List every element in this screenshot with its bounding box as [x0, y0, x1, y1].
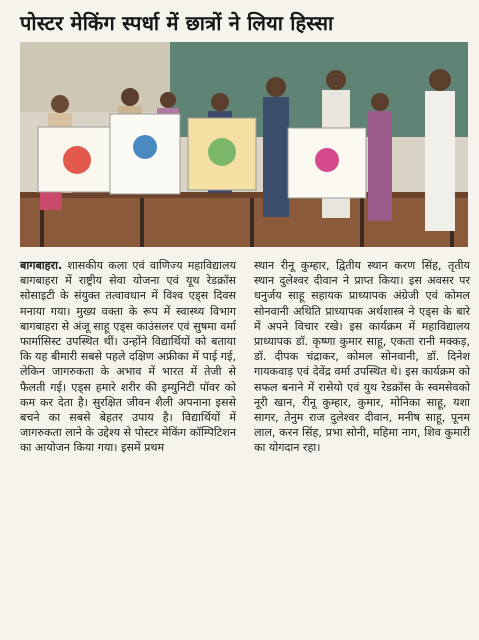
event-photo	[20, 42, 468, 247]
article-column-left	[20, 258, 236, 456]
headline: पोस्टर मेकिंग स्पर्धा में छात्रों ने लिया हिस्सा	[20, 11, 334, 35]
left-column-text: शासकीय कला एवं वाणिज्य महाविद्यालय बागबाहरा में राष्ट्रीय सेवा योजना एवं यूथ रेडक्रॉस सोसाइटी के संयुक्त तत्वावधान में विश्व एड्स दिवस मनाया गया। मुख्य वक्ता के रूप में स्वास्थ्य विभाग बागबाहरा से अंजू साहू एड्स काउंसलर एवं सुषमा वर्मा फार्मासिस्ट उपस्थित थीं। उन्होंने विद्यार्थियों को बताया कि यह बीमारी सबसे पहले दक्षिण अफ्रीका में पाई गई, लेकिन जागरुकता के अभाव में भारत में तेजी से फैलती गई। एड्स हमारे शरीर की इम्युनिटी पॉवर को कम कर देता है। सुरक्षित जीवन शैली अपनाना इससे बचने का सबसे बेहतर उपाय है। विद्यार्थियों में जागरुकता लाने के उद्देश्य से पोस्टर मेकिंग कॉम्पिटिशन का आयोजन किया गया। इसमें प्रथम	[20, 259, 237, 455]
table	[20, 192, 468, 247]
photo-illustration	[20, 42, 468, 247]
left-column-paragraph	[20, 258, 236, 456]
side-wall	[20, 42, 170, 112]
article-column-right	[254, 258, 470, 456]
right-column-text: स्थान रीनू कुम्हार, द्वितीय स्थान करण सिंह, तृतीय स्थान दुलेश्वर दीवान ने प्राप्त किया। इस अवसर पर धनुर्जय साहू सहायक प्राध्यापक अंग्रेजी एवं कोमल सोनवानी अथिति प्राध्यापक अर्थशास्त्र ने एड्स के बारे में अपने विचार रखे। इस कार्यक्रम में महाविद्यालय प्राध्यापक डॉ. कृष्णा कुमार साहू, एकता रानी मक्कड़, डॉ. दीपक चंद्राकर, कोमल सोनवानी, डॉ. दिनेश गायकवाड़ एवं देवेंद्र वर्मा उपस्थित थे। इस कार्यक्रम को सफल बनाने में रासेयो एवं युथ रेडक्रॉस के स्वमसेवको नूरी खान, रीनू कुम्हार, कुमार, मोनिका साहू, यशा सागर, तेनुम राज दुलेश्वर दीवान, मनीष साहू, पूनम लाल, करन सिंह, प्रभा सोनी, महिमा नाग, शिव कुमारी का योगदान रहा।	[254, 259, 470, 455]
dateline: बागबाहरा.	[20, 259, 63, 272]
table-edge	[20, 192, 468, 198]
